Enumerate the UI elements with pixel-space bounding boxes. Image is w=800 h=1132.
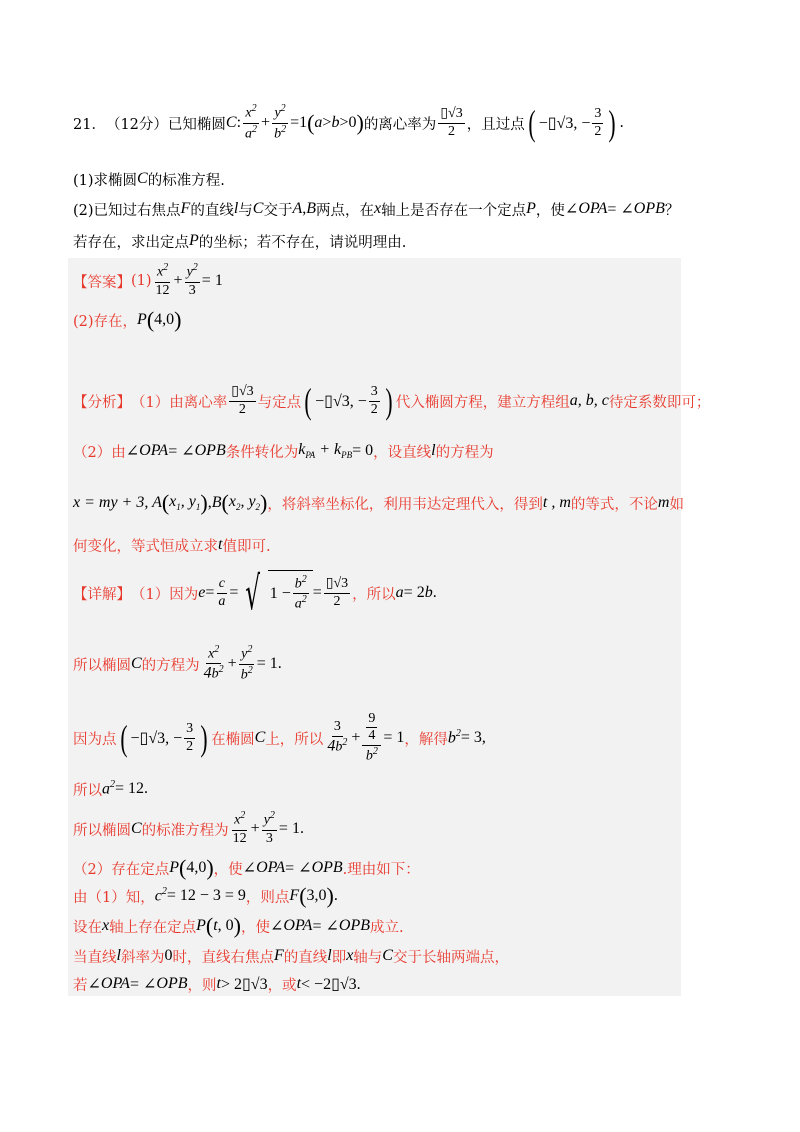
document-page: 21． （12分） 已知椭圆 C : $\frac{x^2}{a^2}$ + $\frac{y^2}{b^2}$ =1 ( a > b >0 ) 的离心率为 $\frac{▯√3}{2}$ ，且过点 ( −▯√3, − $\frac{3}{2}$ ) . (1)求椭圆 C 的标准方程. (2)已知过右焦点 F 的直线 l 与 C 交于 A , B 两点，在 x 轴上是否存在一个定点 P ，使 ∠ OPA = ∠ OPB ？ 若存在，求出定点 P 的坐标；若不存在，请说明理由. 【答案】 (1) $\frac{x^2}{12}$ + $\frac{y^2}{3}$ = 1 (2)存在， P ( 4,0 ) 【分析】 （1）由离心率 $\frac{▯√3}{2}$ 与定点 ( −▯√3, − $\frac{3}{2}$ ) 代入椭圆方程，建立方程组 a, b, c 待定系数即可； （2）由 ∠ OPA = ∠ OPB 条件转化为 $k_{PA} + k_{PB}$ = 0 ，设直线 l 的方程为 x = my + 3, A ( $x_1$, $y_1$ ) , B ( $x_2$, $y_2$ ) ，将斜率坐标化，利用韦达定理代入，得到 t , m 的等式，不论 m 如 何变化，等式恒成立求 t 值即可. 【详解】 （1）因为 e = $\frac{c}{a}$ = √ 1 − $\frac{b^2}{a^2}$ = $\frac{▯√3}{2}$ ，所以 a = 2 b . 所以椭圆 C 的方程为 $\frac{x^2}{4b^2}$ + $\frac{y^2}{b^2}$ = 1. 因为点 ( −▯√3, − $\frac{3}{2}$ ) 在椭圆 C 上，所以 $\frac{3}{4b^2}$ + $\frac{\frac{9}{4}}{b^2}$ = 1 ，解得 $b^2$ = 3, 所以 $a^2$ = 12. 所以椭圆 C 的标准方程为 $\frac{x^2}{12}$ + $\frac{y^2}{3}$ = 1. （2）存在定点 P ( 4,0 ) ，使 ∠ OPA = ∠ OPB .理由如下： 由（1）知， $c^2$ = 12 − 3 = 9 ，则点 F ( 3,0 ) . 设在 x 轴上存在定点 P ( t , 0 ) ，使 ∠ OPA = ∠ OPB 成立. 当直线 l 斜率为 0 时，直线右焦点 F 的直线 l 即 x 轴与 C 交于长轴两端点， 若 ∠ OPA = ∠ OPB ，则 t > 2▯√3 ，或 t < −2▯√3.	[0, 0, 800, 1132]
answer-line: 【答案】 (1) $\frac{x^2}{12}$ + $\frac{y^2}{3}$ = 1	[73, 262, 223, 298]
detail-line-5: 所以椭圆 C 的标准方程为 $\frac{x^2}{12}$ + $\frac{y^2}{3}$ = 1.	[73, 810, 304, 846]
analysis-line-1: 【分析】 （1）由离心率 $\frac{▯√3}{2}$ 与定点 ( −▯√3, − $\frac{3}{2}$ ) 代入椭圆方程，建立方程组 a, b, c 待定系数即可；	[73, 381, 711, 421]
analysis-label: 【分析】	[73, 394, 131, 411]
detail-line-2: 所以椭圆 C 的方程为 $\frac{x^2}{4b^2}$ + $\frac{y^2}{b^2}$ = 1.	[73, 644, 282, 683]
problem-number: 21．	[73, 116, 106, 133]
detail-label: 【详解】	[73, 586, 131, 603]
detail-line-1: 【详解】 （1）因为 e = $\frac{c}{a}$ = √ 1 − $\frac{b^2}{a^2}$ = $\frac{▯√3}{2}$ ，所以 a = 2 b .	[73, 566, 437, 620]
answer-label: 【答案】	[73, 274, 131, 291]
analysis-line-2: （2）由 ∠ OPA = ∠ OPB 条件转化为 $k_{PA} + k_{PB}$ = 0 ，设直线 l 的方程为	[73, 441, 494, 461]
detail-line-3: 因为点 ( −▯√3, − $\frac{3}{2}$ ) 在椭圆 C 上，所以 $\frac{3}{4b^2}$ + $\frac{\frac{9}{4}}{b^2}$ = 1 ，解得 $b^2$ = 3,	[73, 710, 486, 764]
problem-points: （12分）	[105, 116, 168, 133]
problem-line: 21． （12分） 已知椭圆 C : $\frac{x^2}{a^2}$ + $\frac{y^2}{b^2}$ =1 ( a > b >0 ) 的离心率为 $\frac{▯√3}{2}$ ，且过点 ( −▯√3, − $\frac{3}{2}$ ) .	[73, 103, 624, 143]
analysis-line-3: x = my + 3, A ( $x_1$, $y_1$ ) , B ( $x_2$, $y_2$ ) ，将斜率坐标化，利用韦达定理代入，得到 t , m 的等式，不论 m 如	[73, 490, 684, 515]
